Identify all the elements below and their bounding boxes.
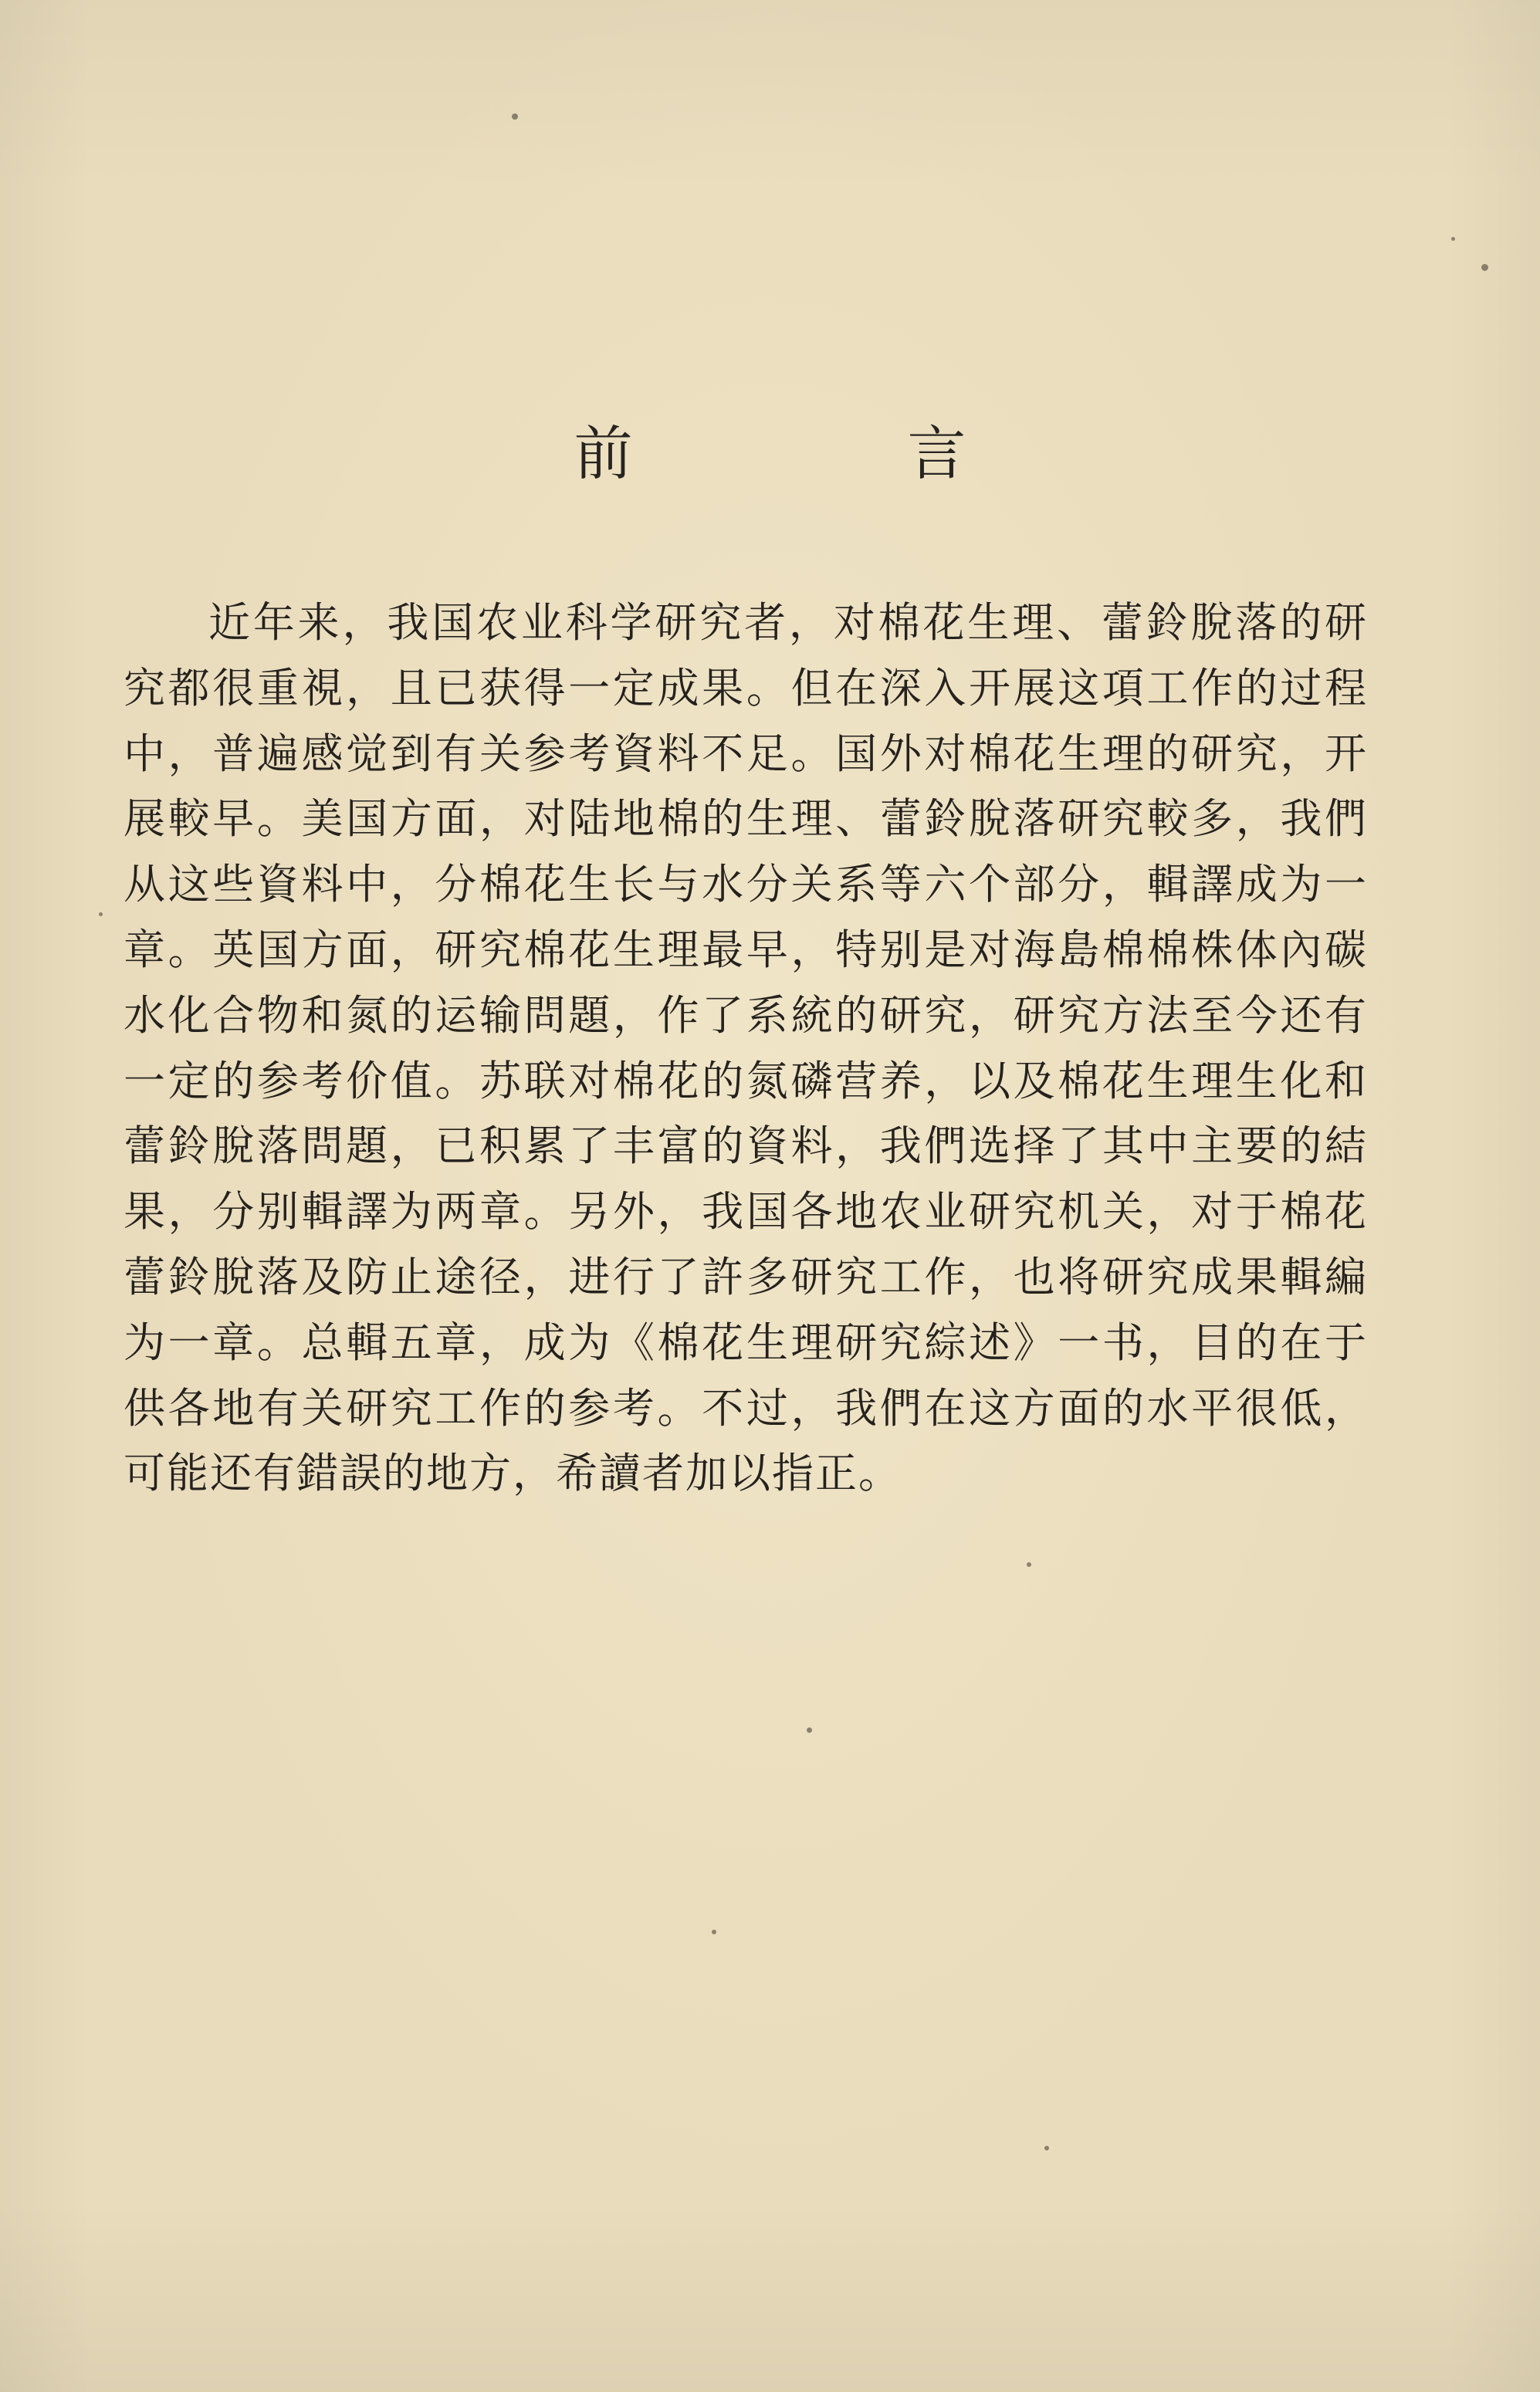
paper-speck (712, 1930, 716, 1934)
paper-speck (1027, 1562, 1031, 1567)
paper-speck (807, 1727, 812, 1733)
preface-paragraph: 近年来，我国农业科学研究者，对棉花生理、蕾鈴脫落的研究都很重視，且已获得一定成果。但在深入开展这項工作的过程中，普遍感觉到有关参考資料不足。国外对棉花生理的研究，开展較早。美国方面，对陆地棉的生理、蕾鈴脫落研究較多，我們从这些資料中，分棉花生长与水分关系等六个部分，輯譯成为一章。英国方面，研究棉花生理最早，特别是对海島棉棉株体內碳水化合物和氮的运输問題，作了系統的研究，研究方法至今还有一定的参考价值。苏联对棉花的氮磷营养，以及棉花生理生化和蕾鈴脫落問題，已积累了丰富的資料，我們选择了其中主要的結果，分别輯譯为两章。另外，我国各地农业研究机关，对于棉花蕾鈴脫落及防止途径，进行了許多研究工作，也将研究成果輯編为一章。总輯五章，成为《棉花生理研究綜述》一书，目的在于供各地有关研究工作的参考。不过，我們在这方面的水平很低，可能还有錯誤的地方，希讀者加以指正。 (124, 598, 1368, 1498)
page-title: 前 言 (574, 419, 1075, 488)
paper-speck (1044, 2146, 1049, 2150)
paper-speck (99, 912, 103, 916)
paper-speck (1481, 264, 1488, 271)
paper-speck (1451, 237, 1455, 241)
paper-speck (512, 113, 518, 120)
